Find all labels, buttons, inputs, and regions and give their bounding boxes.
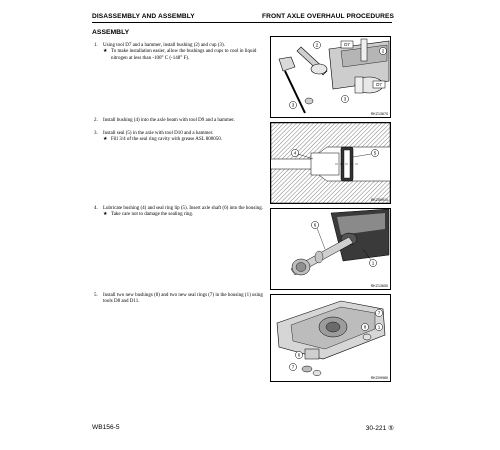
callout-label: 2	[381, 48, 385, 54]
callout-label: 8	[363, 324, 367, 330]
figure-bushing-seal-install	[270, 294, 391, 382]
step-note	[103, 137, 266, 143]
step-4	[94, 206, 266, 219]
figure-4-drawing	[271, 295, 390, 381]
callout-label: 2	[315, 42, 319, 48]
step-1	[94, 43, 266, 62]
header-chapter-title: FRONT AXLE OVERHAUL PROCEDURES	[262, 13, 394, 20]
callout-label: 1	[377, 324, 381, 330]
callout-label: D7	[376, 82, 382, 88]
figure-code: RKZ13650	[370, 284, 388, 288]
header-rule	[92, 22, 392, 23]
header-section-title: DISASSEMBLY AND ASSEMBLY	[92, 13, 195, 20]
callout-label: 7	[291, 364, 295, 370]
note-star-icon: ★	[103, 49, 108, 55]
step-5	[94, 293, 266, 306]
step-note	[103, 212, 266, 218]
figure-3-drawing	[271, 209, 390, 289]
callout-label: 1	[371, 260, 375, 266]
step-number: 4.	[94, 206, 98, 211]
callout-label: 5	[373, 150, 377, 156]
callout-label: 7	[377, 310, 381, 316]
step-note-text: To make installation easier, allow the bushings and cups to cool in liquid nitrogen at less than -100° C (-148° F).	[111, 49, 257, 61]
step-note-text: Take care not to damage the sealing ring.	[111, 212, 194, 218]
figure-seal-install	[270, 122, 391, 204]
step-3	[94, 131, 266, 144]
callout-label: 3	[343, 96, 347, 102]
step-number: 1.	[94, 43, 98, 48]
step-2	[94, 118, 266, 124]
step-text: Lubricate bushing (4) and seal ring lip (5). Insert axle shaft (6) into the housing.	[103, 206, 263, 211]
step-text: Install seal (5) in the axle with tool D10 and a hammer.	[103, 131, 214, 136]
callout-label: 3	[291, 102, 295, 108]
figure-code: RKZ09980	[370, 376, 388, 380]
callout-label: D7	[344, 42, 350, 48]
step-number: 3.	[94, 131, 98, 136]
step-number: 2.	[94, 118, 98, 123]
step-number: 5.	[94, 293, 98, 298]
callout-label: 6	[297, 352, 301, 358]
note-star-icon: ★	[103, 137, 108, 143]
section-title: ASSEMBLY	[92, 29, 130, 36]
figure-code: RKZ09910	[370, 198, 388, 202]
callout-label: 4	[293, 150, 297, 156]
footer-model: WB156-5	[92, 424, 120, 431]
figure-axle-shaft-insert	[270, 208, 391, 290]
step-text: Install bushing (4) into the axle beam with tool D9 and a hammer.	[103, 118, 235, 123]
step-note	[103, 49, 266, 62]
note-star-icon: ★	[103, 212, 108, 218]
callout-label: 6	[313, 222, 317, 228]
step-note-text: Fill 3/4 of the seal ring cavity with grease ASL 800050.	[111, 137, 223, 143]
footer-page-number: 30-221 ⑤	[365, 425, 394, 432]
figure-2-drawing	[271, 123, 390, 203]
figure-code: RKZ13670	[370, 112, 388, 116]
figure-1-drawing	[271, 37, 390, 117]
step-text: Using tool D7 and a hammer, install bushing (2) and cup (3).	[103, 43, 225, 48]
step-text: Install two new bushings (8) and two new seal rings (7) in the housing (1) using tools D8 and D11.	[103, 293, 263, 305]
figure-bushing-install	[270, 36, 391, 118]
